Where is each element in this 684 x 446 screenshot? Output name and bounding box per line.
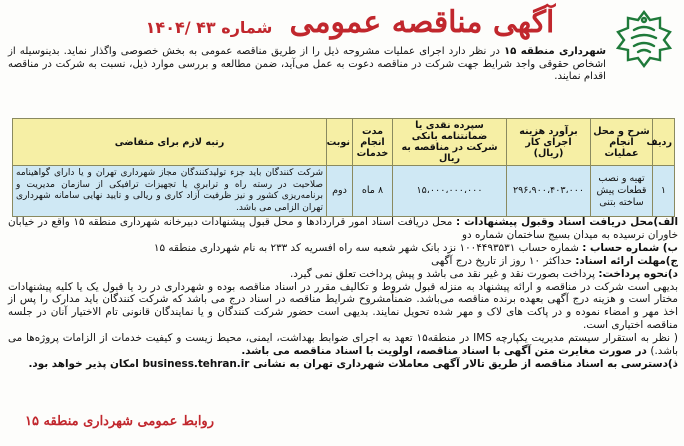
section-a-text: محل دریافت اسناد امور قراردادها و محل قبول پیشنهادات دبیرخانه شهرداری منطقه ۱۵ واقع در خیابان خاوران نرسیده به میدان بسیج ساختمان شماره دو — [8, 216, 678, 241]
access-note — [8, 358, 678, 371]
intro-text-2: بدینوسیله از اشخاص حقوقی واجد شرایط جهت شرکت در مناقصه دعوت به عمل می‌آید، ضمن مطالعه و بررسی موارد ذیل، — [8, 46, 606, 70]
ims-note-text: ( نظر به استقرار سیستم مدیریت یکپارچه IMS در منطقه۱۵ تعهد به اجرای ضوابط بهداشت، ایمنی، محیط زیست و کیفیت خدمات از الزامات پروژه‌ها می باشد.) — [8, 332, 678, 358]
section-a — [8, 216, 678, 242]
cell-estimate: ۲۹۶،۹۰۰،۴۰۳،۰۰۰ — [507, 166, 591, 217]
intro-text-3: نسبت به شرکت در مناقصه اقدام نمایند. — [8, 58, 606, 82]
section-c-title: ج)مهلت ارائه اسناد: — [575, 254, 678, 267]
section-d-text: پرداخت بصورت نقد و غیر نقد می باشد و پیش پرداخت تعلق نمی گیرد. — [289, 267, 599, 280]
intro-text-1: در نظر دارد اجرای عملیات مشروحه ذیل را از طریق مناقصه عمومی به بخش خصوصی واگذار نماید. — [63, 46, 504, 57]
header-deposit: سپرده نقدی یا ضمانتنامه بانکی شرکت در مناقصه به ریال — [393, 119, 507, 166]
tehran-municipality-emblem-icon — [612, 6, 676, 70]
header-title: شرح و محل انجام عملیات — [591, 119, 653, 166]
cell-deposit: ۱۵،۰۰۰،۰۰۰،۰۰۰ — [393, 166, 507, 217]
section-c-text: حداکثر ۱۰ روز از تاریخ درج آگهی — [431, 254, 576, 267]
terms-body — [8, 216, 678, 371]
cell-duration: ۸ ماه — [353, 166, 393, 217]
cell-title: تهیه و نصب قطعات پیش ساخته بتنی — [591, 166, 653, 217]
section-d-title: د)نحوه پرداخت: — [598, 267, 678, 280]
header-estimate: برآورد هزینه اجرای کار (ریال) — [507, 119, 591, 166]
section-b — [8, 242, 678, 255]
ims-note — [8, 332, 678, 358]
section-c — [8, 255, 678, 268]
public-relations-signature: روابط عمومی شهرداری منطقه ۱۵ — [25, 414, 214, 429]
page-title: آگهی مناقصه عمومی — [289, 5, 555, 40]
intro-paragraph — [8, 46, 606, 84]
section-d — [8, 268, 678, 281]
table-header-row — [13, 119, 675, 166]
tender-table — [12, 118, 675, 217]
title-block — [100, 2, 600, 46]
announcement-number: شماره ۴۳ /۱۴۰۴ — [145, 18, 273, 37]
priority-note: در صورت مغایرت متن آگهی با اسناد مناقصه، اولویت با اسناد مناقصه می باشد. — [241, 345, 651, 358]
cell-rank: شرکت کنندگان باید جزء تولیدکنندگان مجاز شهرداری تهران و یا دارای گواهینامه صلاحیت در رسته راه و ترابری یا تجهیزات ترافیکی از سازمان مدیریت و برنامه‌ریزی کشور و نیز ظرفیت آزاد کاری و ریالی و تایید نهایی سامانه شهرداری تهران الزامی می باشد. — [13, 166, 327, 217]
header-rank: رتبه لازم برای متقاضی — [13, 119, 327, 166]
table-row — [13, 166, 675, 217]
section-b-text: شماره حساب ۱۰۰۴۴۹۳۵۳۱ نزد بانک شهر شعبه سه راه افسریه کد ۲۳۳ به نام شهرداری منطقه ۱۵ — [153, 241, 583, 254]
section-a-title: الف)محل دریافت اسناد وقبول پیشنهادات : — [456, 216, 679, 228]
cell-round: دوم — [327, 166, 353, 217]
header-round: نوبت — [327, 119, 353, 166]
header-duration: مدت انجام خدمات — [353, 119, 393, 166]
header-row-number: ردیف — [653, 119, 675, 166]
general-terms: بدیهی است شرکت در مناقصه و ارائه پیشنهاد به منزله قبول شروط و تکالیف مقرر در اسناد مناقصه بوده و شهرداری در رد یا قبول یک یا کلیه پیشنهادات مختار است و هزینه درج آگهی بعهده برنده مناقصه می‌باشد. ضمناًمشروح شرایط مناقصه در اسناد درج می باشد که شرکت کنندگان باید مدارک را پس از اخذ مهر و امضاء نموده و در پاکت های لاک و مهر شده تحویل نمایند. بدیهی است حضور شرکت کنندگان و یا نمایندگان قانونی تام الاختیار آنان در جلسه مناقصه اختیاری است. — [8, 280, 678, 332]
org-name: شهرداری منطقه ۱۵ — [503, 46, 606, 57]
section-b-title: ب) شماره حساب : — [582, 241, 678, 254]
cell-row-number: ۱ — [653, 166, 675, 217]
access-note-text: ذ)دسترسی به اسناد مناقصه از طریق تالار آگهی معاملات شهرداری تهران به نشانی business.tehran.ir امکان پذیر خواهد بود. — [28, 357, 678, 370]
